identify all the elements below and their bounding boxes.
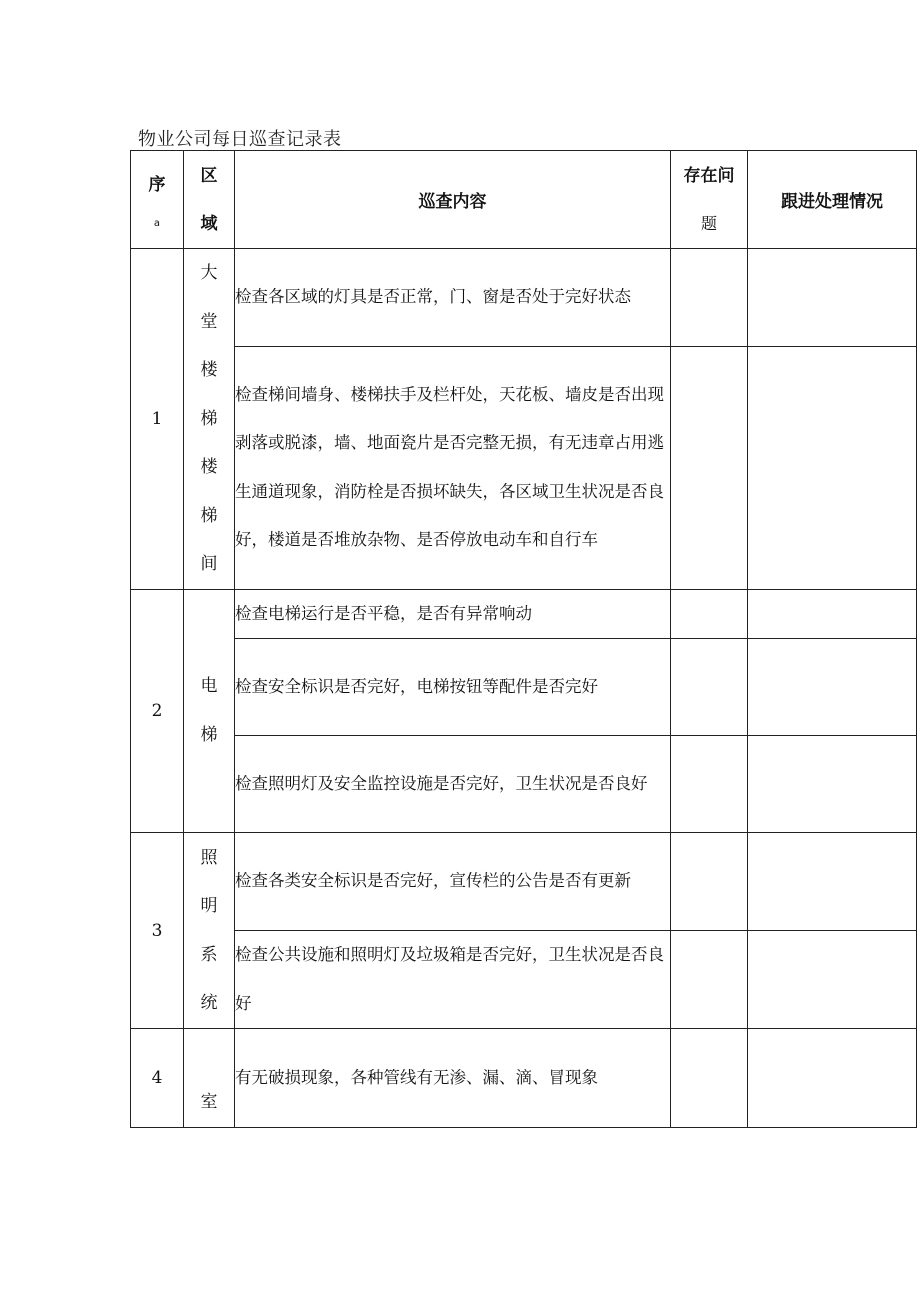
header-issue-line1: 存在问 <box>683 165 735 186</box>
area-char: 楼 <box>200 457 218 477</box>
inspection-item: 有无破损现象，各种管线有无渗、漏、滴、冒现象 <box>235 1029 671 1128</box>
area-char: 梯 <box>200 408 218 429</box>
table-row <box>131 931 917 1029</box>
followup-cell[interactable] <box>748 1029 917 1128</box>
area-char: 室 <box>200 1091 218 1112</box>
area-cell <box>184 249 235 590</box>
inspection-table <box>130 150 917 1128</box>
area-char: 照 <box>200 847 218 868</box>
row-number: 4 <box>131 1029 184 1128</box>
issue-cell[interactable] <box>671 736 748 833</box>
issue-cell[interactable] <box>671 833 748 931</box>
followup-cell[interactable] <box>748 639 917 736</box>
table-row <box>131 639 917 736</box>
header-issue <box>671 151 748 249</box>
followup-cell[interactable] <box>748 347 917 589</box>
document-title: 物业公司每日巡查记录表 <box>138 129 342 150</box>
table-row <box>131 833 917 931</box>
table-row <box>131 249 917 347</box>
area-char: 大 <box>200 263 218 283</box>
row-number: 2 <box>131 589 184 833</box>
table-row <box>131 347 917 589</box>
issue-cell[interactable] <box>671 1029 748 1128</box>
header-followup: 跟进处理情况 <box>748 151 917 249</box>
table-row <box>131 1029 917 1128</box>
issue-cell[interactable] <box>671 589 748 639</box>
header-issue-line2: 题 <box>700 213 717 233</box>
table-row <box>131 589 917 639</box>
followup-cell[interactable] <box>748 249 917 347</box>
inspection-item: 检查公共设施和照明灯及垃圾箱是否完好，卫生状况是否良好 <box>235 931 671 1029</box>
table-row <box>131 736 917 833</box>
followup-cell[interactable] <box>748 589 917 639</box>
issue-cell[interactable] <box>671 639 748 736</box>
header-area-line2: 域 <box>200 213 218 234</box>
header-content: 巡查内容 <box>235 151 671 249</box>
header-seq <box>131 151 184 249</box>
area-char: 系 <box>200 944 218 965</box>
area-char: 堂 <box>200 311 218 332</box>
header-area-line1: 区 <box>200 165 218 186</box>
area-cell <box>184 833 235 1029</box>
issue-cell[interactable] <box>671 249 748 347</box>
followup-cell[interactable] <box>748 833 917 931</box>
area-char: 统 <box>200 993 218 1013</box>
inspection-item: 检查电梯运行是否平稳，是否有异常响动 <box>235 589 671 639</box>
header-seq-char: 序 <box>148 174 166 195</box>
area-cell <box>184 1029 235 1128</box>
area-char: 梯 <box>200 505 218 526</box>
header-row <box>131 151 917 249</box>
header-area <box>184 151 235 249</box>
area-cell <box>184 589 235 833</box>
inspection-item: 检查安全标识是否完好，电梯按钮等配件是否完好 <box>235 639 671 736</box>
issue-cell[interactable] <box>671 931 748 1029</box>
inspection-item: 检查照明灯及安全监控设施是否完好，卫生状况是否良好 <box>235 736 671 833</box>
area-char: 间 <box>200 554 218 574</box>
inspection-item: 检查梯间墙身、楼梯扶手及栏杆处，天花板、墙皮是否出现剥落或脱漆，墙、地面瓷片是否完整无损，有无违章占用逃生通道现象，消防栓是否损坏缺失，各区域卫生状况是否良好，楼道是否堆放杂物、是否停放电动车和自行车 <box>235 347 671 589</box>
inspection-item: 检查各区域的灯具是否正常，门、窗是否处于完好状态 <box>235 249 671 347</box>
followup-cell[interactable] <box>748 736 917 833</box>
header-seq-mark: a <box>153 217 161 229</box>
inspection-item: 检查各类安全标识是否完好，宣传栏的公告是否有更新 <box>235 833 671 931</box>
area-char: 楼 <box>200 360 218 380</box>
area-char: 电 <box>200 676 218 697</box>
row-number: 1 <box>131 249 184 590</box>
table-body <box>131 249 917 1128</box>
row-number: 3 <box>131 833 184 1029</box>
followup-cell[interactable] <box>748 931 917 1029</box>
area-char: 明 <box>200 896 218 916</box>
area-char: 梯 <box>200 724 218 745</box>
issue-cell[interactable] <box>671 347 748 589</box>
